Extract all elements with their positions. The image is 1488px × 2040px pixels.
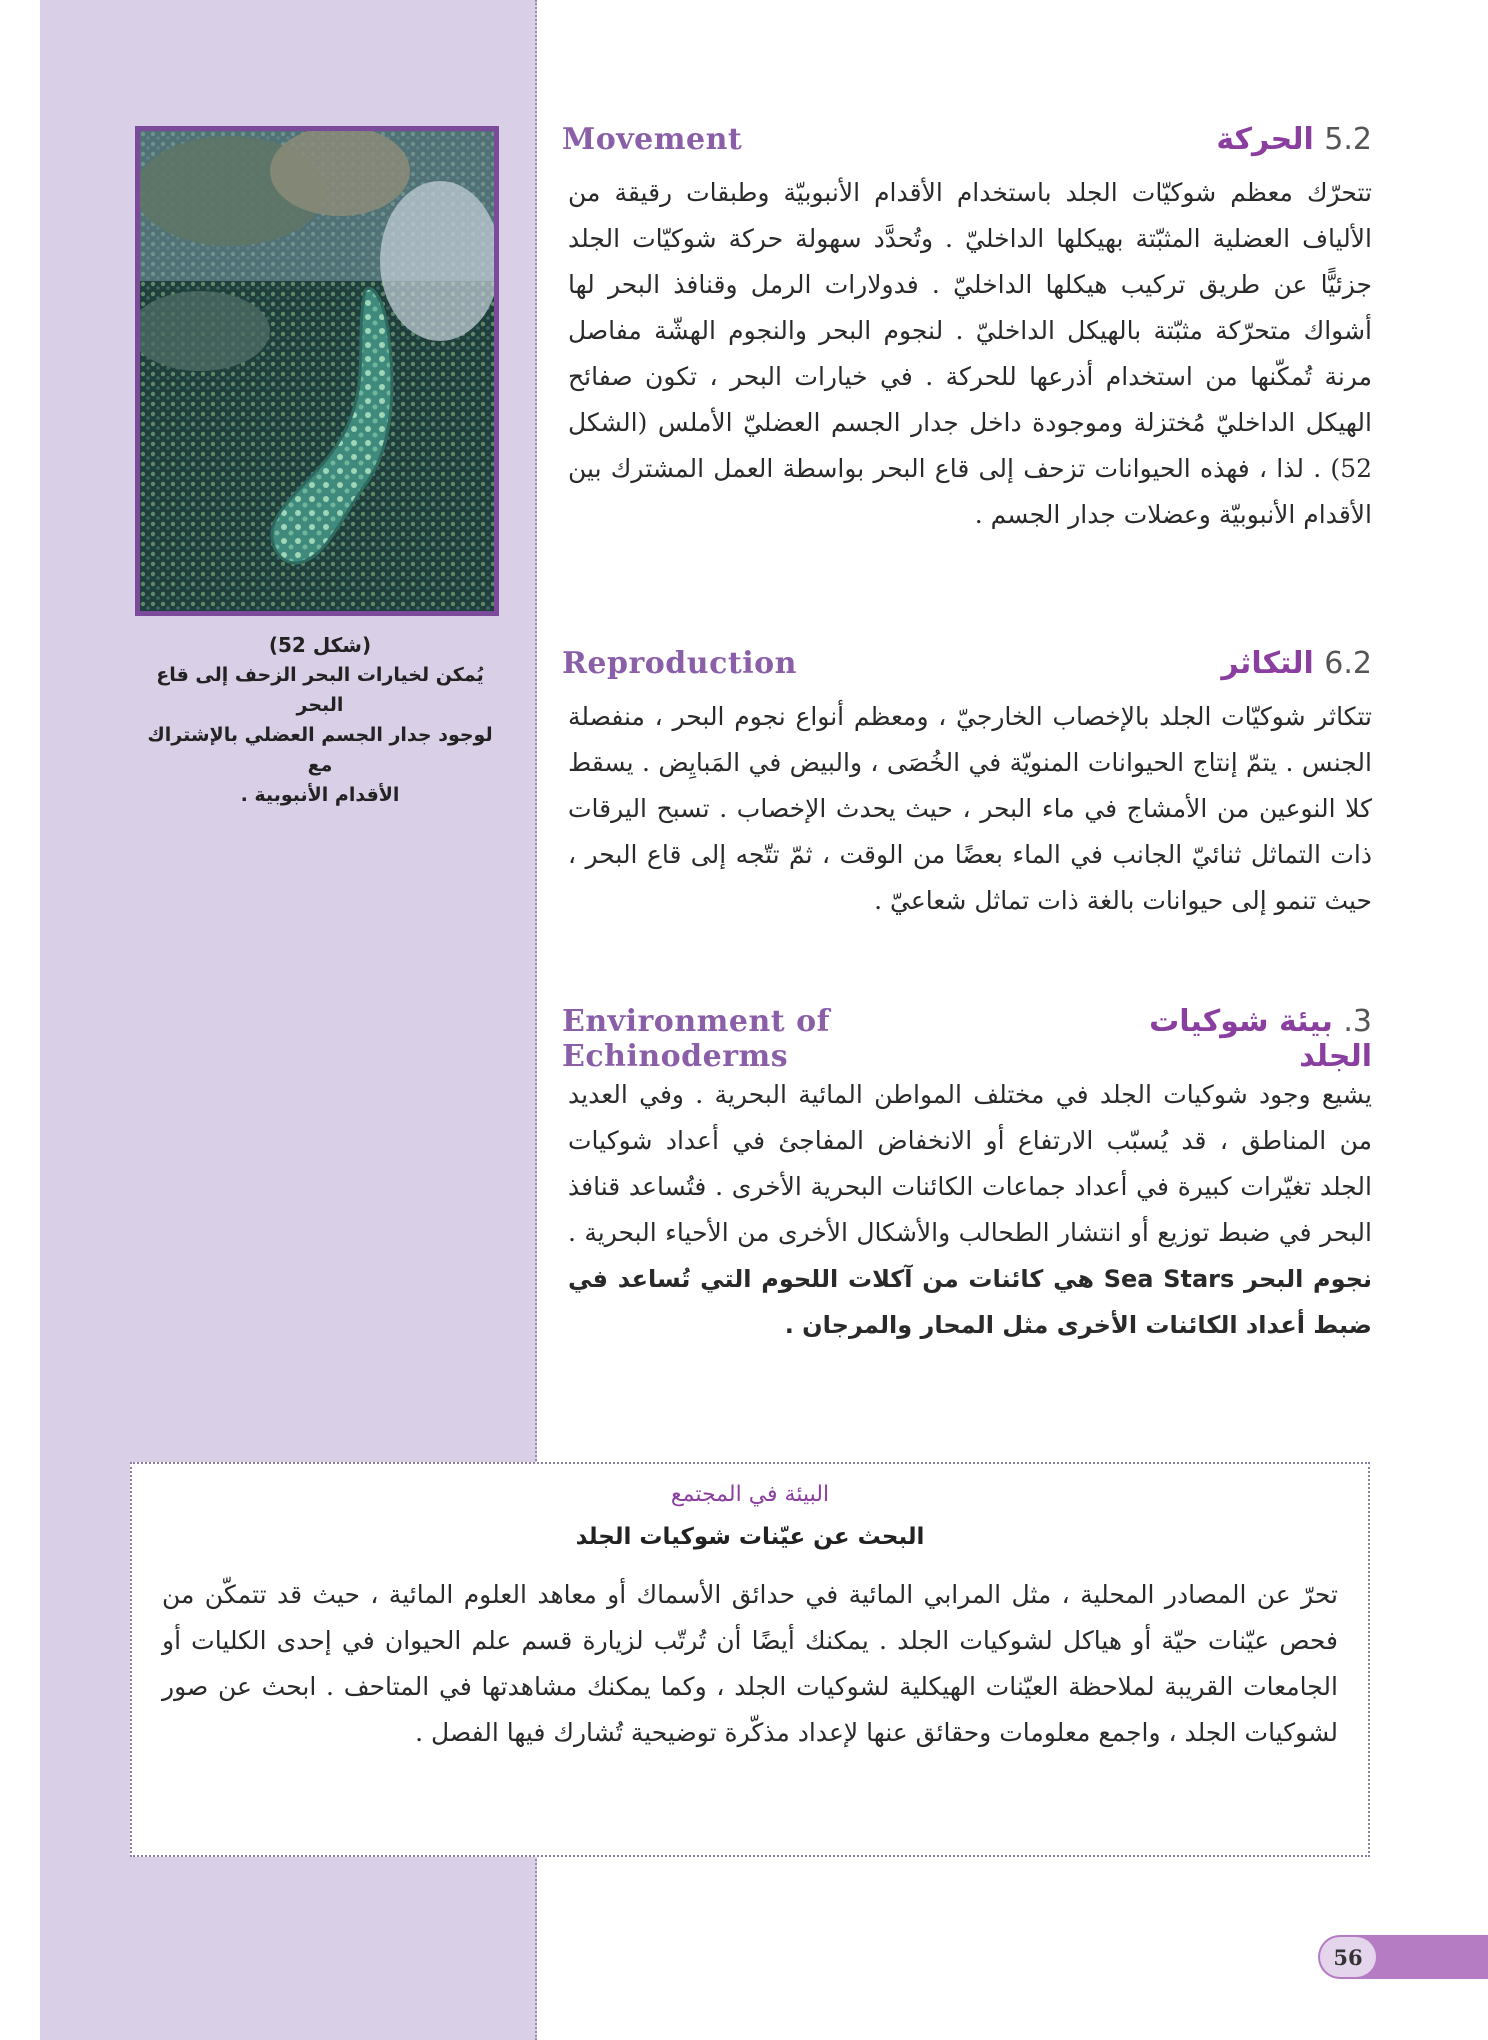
section-number: 6.2	[1324, 645, 1372, 681]
environment-paragraph	[568, 1072, 1372, 1348]
section-title: بيئة شوكيات الجلد	[1149, 1004, 1372, 1074]
box-subtitle: البحث عن عيّنات شوكيات الجلد	[575, 1524, 925, 1550]
box-paragraph: تحرّ عن المصادر المحلية ، مثل المرابي المائية في حدائق الأسماك أو معاهد العلوم المائية ، حيث قد تتمكّن من فحص عيّنات حيّة أو هياكل لشوكيات الجلد . يمكنك أيضًا أن تُرتّب لزيارة قسم علم الحيوان في إحدى الكليات أو الجامعات القريبة لملاحظة العيّنات الهيكلية لشوكيات الجلد ، وكما يمكنك مشاهدتها في المتاحف . ابحث عن صور لشوكيات الجلد ، واجمع معلومات وحقائق عنها لإعداد مذكّرة توضيحية تُشارك فيها الفصل .	[162, 1580, 1338, 1747]
environment-title-ar	[1072, 1004, 1372, 1074]
environment-text: يشيع وجود شوكيات الجلد في مختلف المواطن المائية البحرية . وفي العديد من المناطق ، قد يُسبّب الارتفاع أو الانخفاض المفاجئ في أعداد شوكيات الجلد تغيّرات كبيرة في أعداد جماعات الكائنات البحرية الأخرى . فتُساعد قنافذ البحر في ضبط توزيع أو انتشار الطحالب والأشكال الأخرى من الأحياء البحرية .	[568, 1080, 1372, 1247]
reproduction-paragraph: تتكاثر شوكيّات الجلد بالإخصاب الخارجيّ ، ومعظم أنواع نجوم البحر ، منفصلة الجنس . يتمّ إنتاج الحيوانات المنويّة في الخُصَى ، والبيض في المَبايِض . يسقط كلا النوعين من الأمشاج في ماء البحر ، حيث يحدث الإخصاب . تسبح اليرقات ذات التماثل ثنائيّ الجانب في الماء بعضًا من الوقت ، ثمّ تتّجه إلى قاع البحر ، حيث تنمو إلى حيوانات بالغة ذات تماثل شعاعيّ .	[568, 702, 1372, 915]
figure-number: (شكل 52)	[268, 633, 372, 657]
environment-text-bold: نجوم البحر Sea Stars هي كائنات من آكلات اللحوم التي تُساعد في ضبط أعداد الكائنات الأخرى مثل المحار والمرجان .	[568, 1265, 1373, 1339]
section-title: التكاثر	[1221, 645, 1314, 681]
caption-line: لوجود جدار الجسم العضلي بالإشتراك مع	[147, 724, 493, 776]
environment-heading	[562, 1004, 1372, 1074]
environment-title-en: Environment of Echinoderms	[562, 1004, 830, 1074]
section-number: 3.	[1343, 1004, 1372, 1039]
caption-line: يُمكن لخيارات البحر الزحف إلى قاع البحر	[156, 664, 484, 716]
reproduction-heading	[562, 638, 1372, 688]
movement-title-en: Movement	[562, 121, 743, 157]
box-title: البيئة في المجتمع	[670, 1482, 830, 1507]
page-number: 56	[1320, 1937, 1376, 1977]
section-title: الحركة	[1216, 121, 1314, 157]
movement-title-ar	[1216, 122, 1372, 157]
section-number: 5.2	[1324, 121, 1372, 157]
movement-paragraph: تتحرّك معظم شوكيّات الجلد باستخدام الأقدام الأنبوبيّة وطبقات رقيقة من الألياف العضلية المثبّتة بهيكلها الداخليّ . وتُحدَّد سهولة حركة شوكيّات الجلد جزئيًّا عن طريق تركيب هيكلها الداخليّ . فدولارات الرمل وقنافذ البحر لها أشواك متحرّكة مثبّتة بالهيكل الداخليّ . لنجوم البحر والنجوم الهشّة مفاصل مرنة تُمكّنها من استخدام أذرعها للحركة . في خيارات البحر ، تكون صفائح الهيكل الداخليّ مُختزلة وموجودة داخل جدار الجسم العضليّ الأملس (الشكل 52) . لذا ، فهذه الحيوانات تزحف إلى قاع البحر بواسطة العمل المشترك بين الأقدام الأنبوبيّة وعضلات جدار الجسم .	[568, 178, 1372, 529]
movement-heading	[562, 114, 1372, 164]
reproduction-title-en: Reproduction	[562, 645, 797, 681]
sea-cucumber-photo	[135, 126, 499, 616]
caption-line: الأقدام الأنبوبية .	[240, 784, 400, 806]
figure-caption	[140, 630, 500, 810]
reproduction-title-ar	[1221, 646, 1372, 681]
environment-in-society-box	[130, 1462, 1370, 1857]
